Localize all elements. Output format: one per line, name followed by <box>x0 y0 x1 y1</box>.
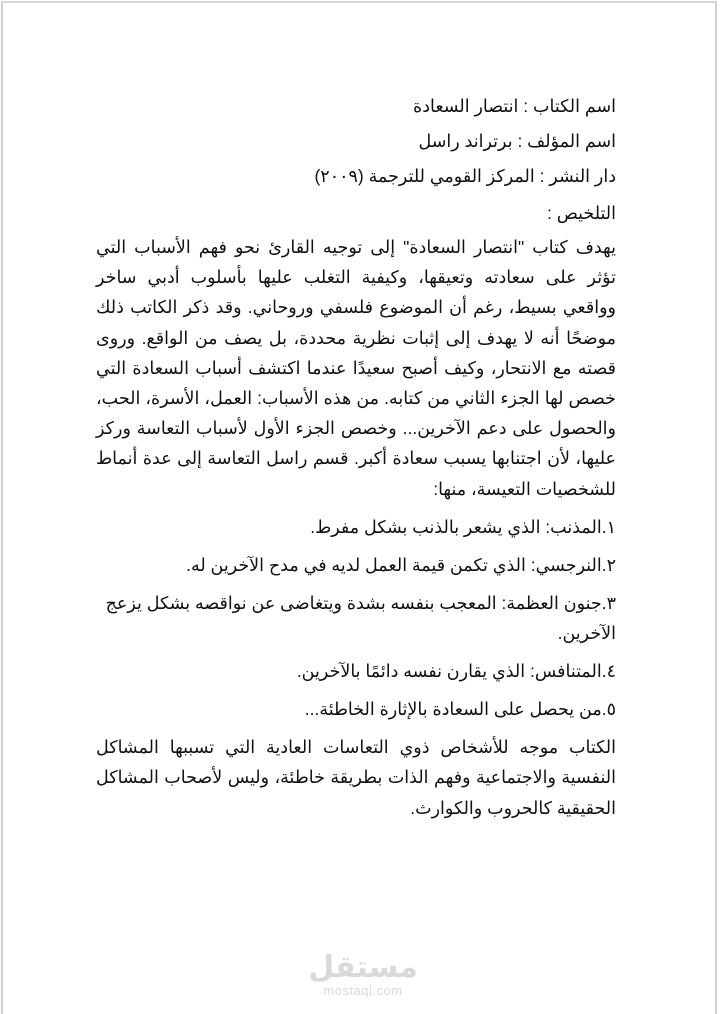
watermark-domain: mostaql.com <box>323 983 403 998</box>
list-item <box>96 656 616 686</box>
list-item-number: ٥. <box>601 698 616 719</box>
list-item-number: ٣. <box>601 592 616 613</box>
book-title-line: اسم الكتاب : انتصار السعادة <box>413 96 616 116</box>
list-item-text: من يحصل على السعادة بالإثارة الخاطئة... <box>304 698 602 719</box>
author-line: اسم المؤلف : برتراند راسل <box>418 131 616 151</box>
list-item-number: ١. <box>601 516 616 537</box>
summary-paragraph: يهدف كتاب "انتصار السعادة" إلى توجيه القارئ نحو فهم الأسباب التي تؤثر على سعادته وتعيقها، وكيفية التغلب عليها بأسلوب أدبي ساخر وواقعي بسيط، رغم أن الموضوع فلسفي وروحاني. وقد ذكر الكاتب ذلك موضحًا أنه لا يهدف إلى إثبات نظرية محددة، بل يصف من الواقع. وروى قصته مع الانتحار، وكيف أصبح سعيدًا عندما اكتشف أسباب السعادة التي خصص لها الجزء الثاني من كتابه. من هذه الأسباب: العمل، الأسرة، الحب، والحصول على دعم الآخرين... وخصص الجزء الأول لأسباب التعاسة وركز عليها، لأن اجتنابها يسبب سعادة أكبر. قسم راسل التعاسة إلى عدة أنماط للشخصيات التعيسة، منها: <box>96 237 616 499</box>
list-item-number: ٤. <box>601 660 616 681</box>
list-item-number: ٢. <box>601 554 616 575</box>
list-item-text: جنون العظمة: المعجب بنفسه بشدة ويتغاضى عن نواقصه بشكل يزعج الآخرين. <box>105 592 616 643</box>
list-item-text: النرجسي: الذي تكمن قيمة العمل لديه في مدح الآخرين له. <box>186 554 602 575</box>
list-item-text: المتنافس: الذي يقارن نفسه دائمًا بالآخرين. <box>296 660 602 681</box>
closing-paragraph: الكتاب موجه للأشخاص ذوي التعاسات العادية التي تسببها المشاكل النفسية والاجتماعية وفهم الذات بطريقة خاطئة، وليس لأصحاب المشاكل الحقيقية كالحروب والكوارث. <box>96 736 616 818</box>
summary-heading: التلخيص : <box>546 203 616 223</box>
document-content <box>96 89 616 823</box>
mostaql-watermark <box>303 953 423 999</box>
watermark-logo-arabic: مستقل <box>308 951 418 984</box>
list-item <box>96 550 616 580</box>
publisher-line: دار النشر : المركز القومي للترجمة (٢٠٠٩) <box>314 166 616 186</box>
unhappy-types-list <box>96 512 616 724</box>
list-item-text: المذنب: الذي يشعر بالذنب بشكل مفرط. <box>310 516 602 537</box>
list-item <box>96 512 616 542</box>
list-item <box>96 588 616 648</box>
document-page <box>1 1 717 1014</box>
list-item <box>96 694 616 724</box>
